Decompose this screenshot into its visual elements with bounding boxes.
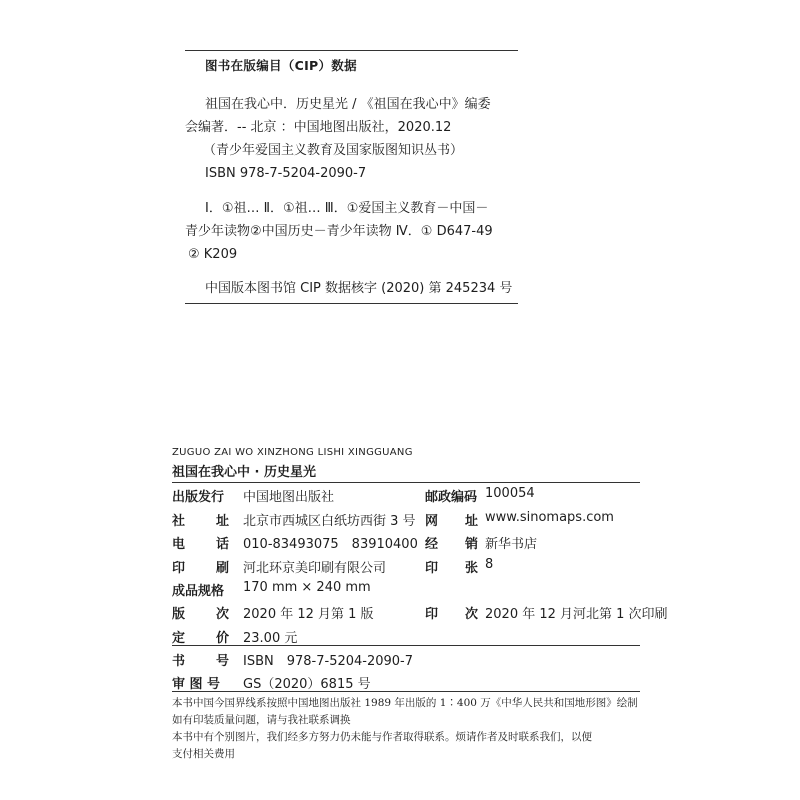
impression-label-1: 印 xyxy=(425,607,439,622)
review-number-label: 审 图 号 xyxy=(172,677,221,692)
cip-title: 图书在版编目（CIP）数据 xyxy=(205,58,357,73)
book-pinyin-title: ZUGUO ZAI WO XINZHONG LISHI XINGGUANG xyxy=(172,447,413,458)
cip-line-3: （青少年爱国主义教育及国家版图知识丛书） xyxy=(203,143,464,158)
note-images-2: 支付相关费用 xyxy=(172,748,235,760)
sheets-label-2: 张 xyxy=(465,561,479,576)
phone-label-1: 电 xyxy=(172,537,186,552)
impression-label-2: 次 xyxy=(465,607,479,622)
sheets-value: 8 xyxy=(485,557,494,572)
isbn-value: ISBN 978-7-5204-2090-7 xyxy=(243,654,414,669)
phone-value: 010-83493075 83910400 xyxy=(243,537,418,552)
printer-value: 河北环京美印刷有限公司 xyxy=(243,561,387,576)
cip-line-7: ② K209 xyxy=(188,247,238,262)
printer-label-1: 印 xyxy=(172,561,186,576)
table-mid-rule xyxy=(172,645,640,646)
phone-label-2: 话 xyxy=(216,537,230,552)
website-label-1: 网 xyxy=(425,514,439,529)
size-label: 成品规格 xyxy=(172,584,225,599)
price-label-2: 价 xyxy=(216,631,230,646)
size-value: 170 mm × 240 mm xyxy=(243,580,371,595)
cip-line-1: 祖国在我心中．历史星光 / 《祖国在我心中》编委 xyxy=(205,97,491,112)
sheets-label-1: 印 xyxy=(425,561,439,576)
distributor-value: 新华书店 xyxy=(485,537,538,552)
distributor-label-2: 销 xyxy=(465,537,479,552)
postcode-value: 100054 xyxy=(485,486,535,501)
cip-top-rule xyxy=(185,50,518,51)
table-bottom-rule xyxy=(172,691,640,692)
website-label-2: 址 xyxy=(465,514,479,529)
book-title: 祖国在我心中 · 历史星光 xyxy=(172,465,316,480)
website-value: www.sinomaps.com xyxy=(485,510,614,525)
cip-line-2: 会编著．-- 北京 ：中国地图出版社，2020.12 xyxy=(185,120,452,135)
publisher-value: 中国地图出版社 xyxy=(243,490,335,505)
address-label-2: 址 xyxy=(216,514,230,529)
distributor-label-1: 经 xyxy=(425,537,439,552)
publisher-label: 出版发行 xyxy=(172,490,225,505)
cip-line-6: 青少年读物②中国历史－青少年读物 Ⅳ．① D647-49 xyxy=(185,224,493,239)
cip-line-5: Ⅰ．①祖… Ⅱ．①祖… Ⅲ．①爱国主义教育－中国－ xyxy=(205,201,489,216)
price-label-1: 定 xyxy=(172,631,186,646)
isbn-label-1: 书 xyxy=(172,654,186,669)
review-number-value: GS（2020）6815 号 xyxy=(243,677,371,692)
impression-value: 2020 年 12 月河北第 1 次印刷 xyxy=(485,607,668,622)
edition-label-2: 次 xyxy=(216,607,230,622)
cip-core-number: 中国版本图书馆 CIP 数据核字 (2020) 第 245234 号 xyxy=(205,281,513,296)
postcode-label: 邮政编码 xyxy=(425,490,478,505)
cip-bottom-rule xyxy=(185,303,518,304)
isbn-label-2: 号 xyxy=(216,654,230,669)
price-value: 23.00 元 xyxy=(243,631,298,646)
note-quality: 如有印装质量问题，请与我社联系调换 xyxy=(172,714,351,726)
note-images-1: 本书中有个别图片，我们经多方努力仍未能与作者取得联系。烦请作者及时联系我们，以便 xyxy=(172,731,592,743)
printer-label-2: 刷 xyxy=(216,561,230,576)
cip-line-4: ISBN 978-7-5204-2090-7 xyxy=(205,166,367,181)
table-top-rule xyxy=(172,482,640,483)
edition-label-1: 版 xyxy=(172,607,186,622)
edition-value: 2020 年 12 月第 1 版 xyxy=(243,607,374,622)
note-map-source: 本书中国今国界线系按照中国地图出版社 1989 年出版的 1∶400 万《中华人民共和国地形图》绘制 xyxy=(172,697,638,709)
address-label-1: 社 xyxy=(172,514,186,529)
address-value: 北京市西城区白纸坊西街 3 号 xyxy=(243,514,416,529)
